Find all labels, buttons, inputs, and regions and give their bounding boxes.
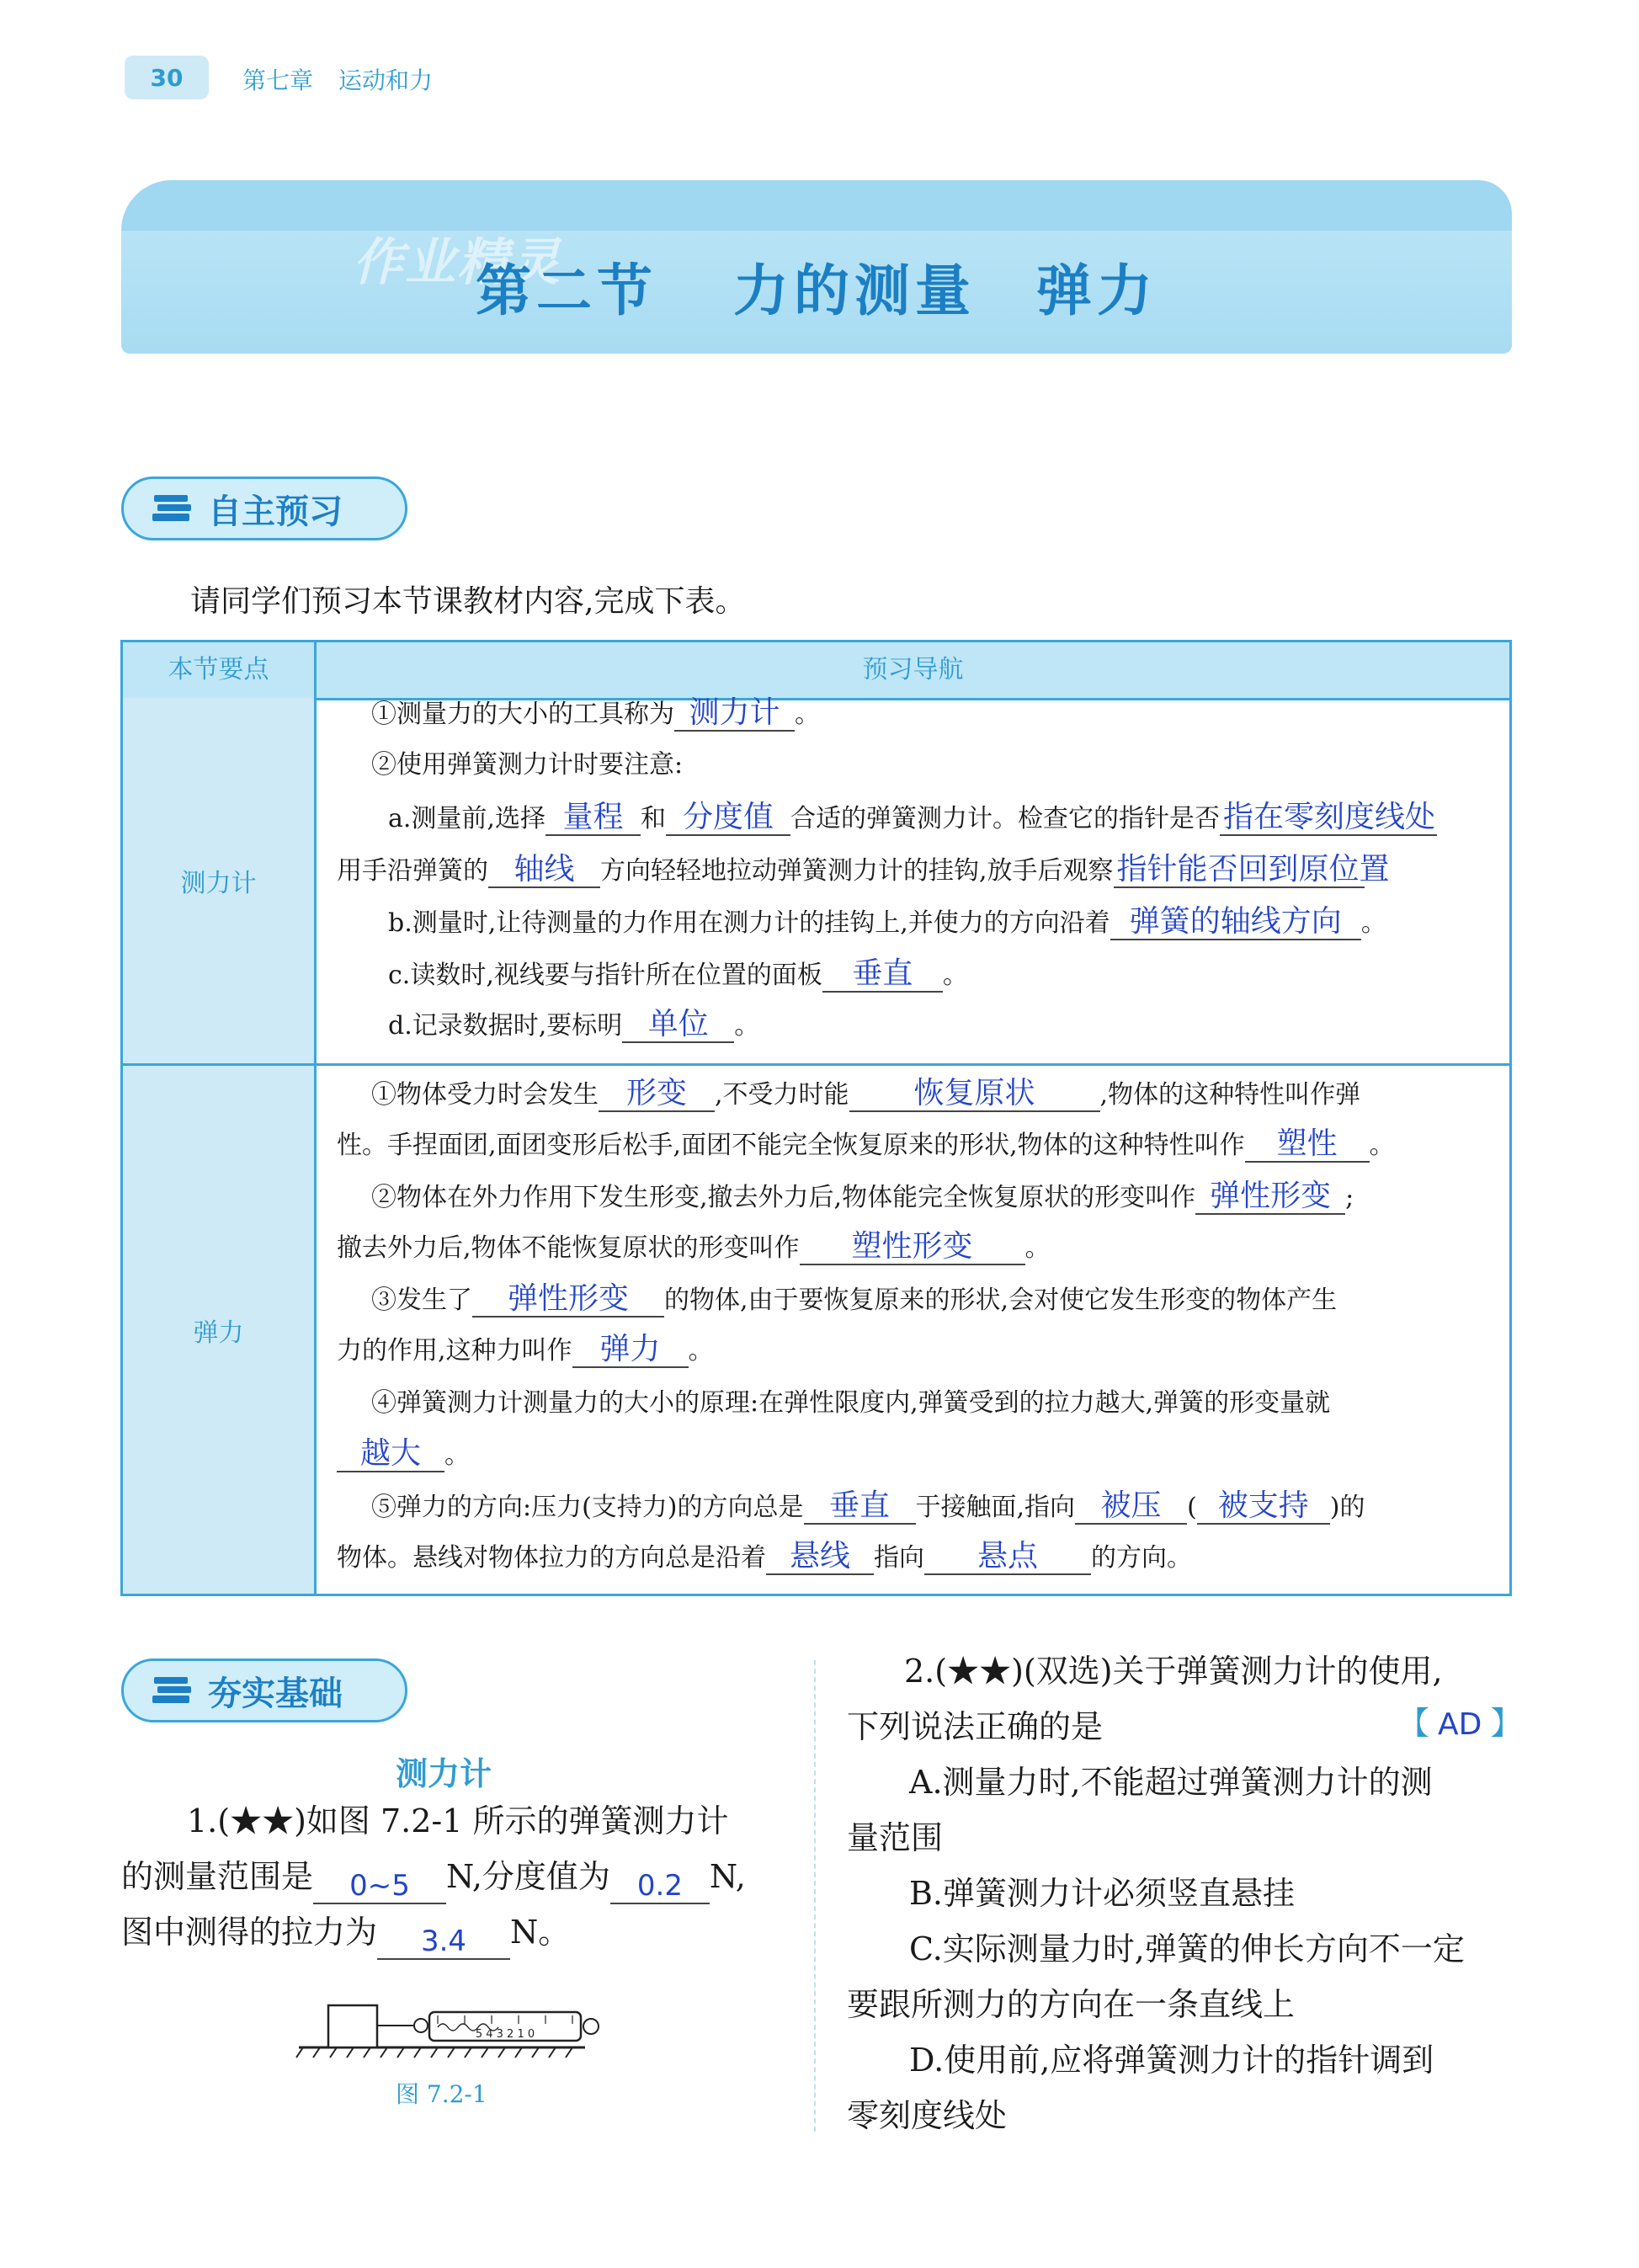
q2-option-c-cont: 要跟所测力的方向在一条直线上 [847,1986,1296,2023]
text: d.记录数据时,要标明 [388,1011,623,1041]
text: ①物体受力时会发生 [371,1080,599,1110]
basics-section-pill [121,1658,407,1722]
col-key-points-header: 本节要点 [123,642,317,698]
row-divider [123,1063,1509,1066]
answer-blank: 悬点 [924,1540,1091,1575]
q2-option-d-cont: 零刻度线处 [847,2097,1008,2134]
page-number: 30 [125,56,209,99]
answer-blank: 弹性形变 [472,1282,664,1318]
answer-blank: 轴线 [488,853,600,888]
preview-intro: 请同学们预习本节课教材内容,完成下表。 [190,584,746,619]
text: 的物体,由于要恢复原来的形状,会对使它发生形变的物体产生 [664,1286,1338,1315]
row-label-dynamometer: 测力计 [123,698,317,1063]
text: 力的作用,这种力叫作 [337,1336,572,1366]
r2-line-7: ④弹簧测力计测量力的大小的原理:在弹性限度内,弹簧受到的拉力越大,弹簧的形变量就 [371,1388,1331,1418]
text: 。 [688,1336,714,1366]
books-icon [151,1674,196,1707]
text: 的方向。 [1091,1543,1192,1573]
text: 和 [640,804,666,833]
text: 用手沿弹簧的 [337,856,488,886]
q2-answer: AD [1438,1707,1482,1742]
text: )的 [1329,1493,1365,1522]
answer-blank: 指针能否回到原位置 [1114,853,1365,888]
text: ; [1345,1183,1354,1212]
answer-blank: 弹力 [572,1333,689,1368]
text: 。 [1360,908,1386,938]
text: 。 [1024,1233,1051,1263]
text: N。 [510,1914,571,1951]
q2-line-2: 下列说法正确的是 [847,1708,1104,1745]
text: ③发生了 [371,1286,472,1315]
r2-line-1 [371,1077,1360,1112]
text: 物体。悬线对物体拉力的方向总是沿着 [337,1543,766,1573]
answer-blank: 塑性形变 [800,1230,1025,1265]
answer-blank: 量程 [545,801,641,836]
r2-line-6 [337,1333,714,1368]
table-header-row [123,642,1509,700]
q2-answer-bracket [1397,1697,1522,1744]
r2-line-2 [337,1127,1395,1163]
section-title-banner [121,180,1512,354]
text: 。 [444,1440,470,1470]
text: 撤去外力后,物体不能恢复原状的形变叫作 [337,1233,800,1263]
text: 于接触面,指向 [915,1493,1076,1522]
r1-line-7 [388,1008,759,1043]
chapter-number: 第七章 [242,67,314,94]
q2-option-a: A.测量力时,不能超过弹簧测力计的测 [909,1764,1433,1801]
answer-blank: 0~5 [313,1869,446,1904]
text: a.测量前,选择 [388,804,545,833]
answer-blank: 形变 [599,1077,715,1112]
r2-line-5 [371,1282,1337,1318]
topic-subtitle: 测力计 [396,1755,492,1792]
answer-blank: 指在零刻度线处 [1220,801,1437,836]
text: ,不受力时能 [715,1080,849,1110]
text: c.读数时,视线要与指针所在位置的面板 [388,961,822,990]
q2-option-a-cont: 量范围 [847,1819,944,1856]
q1-line-3 [121,1904,570,1960]
answer-blank: 悬线 [766,1540,874,1575]
text: ⑤弹力的方向:压力(支持力)的方向总是 [371,1493,804,1522]
text: 方向轻轻地拉动弹簧测力计的挂钩,放手后观察 [600,856,1114,886]
chapter-title: 运动和力 [338,67,434,94]
answer-blank: 3.4 [377,1925,510,1960]
text: 的测量范围是 [121,1858,314,1895]
chapter-heading [242,62,458,96]
r1-line-6 [388,957,968,993]
q2-option-c: C.实际测量力时,弹簧的伸长方向不一定 [909,1930,1465,1967]
q2-option-d: D.使用前,应将弹簧测力计的指针调到 [909,2042,1434,2079]
scale-numbers: 5 4 3 2 1 0 [475,2028,535,2041]
r1-line-4 [337,852,1390,888]
bracket-open: 【 [1397,1705,1430,1742]
col-guide-header: 预习导航 [862,655,964,684]
basics-pill-label: 夯实基础 [208,1674,343,1713]
preview-section-pill [121,476,407,540]
r2-line-3 [371,1179,1354,1215]
answer-blank: 被支持 [1197,1489,1330,1525]
answer-blank: 垂直 [822,957,943,993]
r1-line-1 [371,696,820,732]
answer-blank: 测力计 [674,696,795,732]
books-icon [151,492,196,525]
text: N,分度值为 [446,1858,610,1895]
r2-line-8 [337,1437,470,1472]
spring-scale-figure [295,1987,615,2063]
text: ①测量力的大小的工具称为 [371,700,674,729]
answer-blank: 越大 [337,1437,444,1472]
bracket-close: 】 [1490,1705,1523,1742]
text: N, [709,1858,746,1895]
text: 性。手捏面团,面团变形后松手,面团不能完全恢复原来的形状,物体的这种特性叫作 [337,1131,1245,1160]
answer-blank: 分度值 [666,801,790,836]
answer-blank: 弹簧的轴线方向 [1110,905,1361,940]
column-separator [814,1660,816,2132]
banner-top-stripe [121,180,1512,231]
r2-line-10 [337,1540,1192,1575]
preview-table [120,640,1512,1596]
text: 图中测得的拉力为 [121,1914,378,1951]
r2-line-4 [337,1230,1051,1265]
answer-blank: 被压 [1075,1489,1187,1525]
row-label-elastic-force: 弹力 [123,1066,317,1594]
text: 指向 [874,1543,924,1573]
text: 。 [734,1011,760,1041]
q1-line-2 [121,1849,746,1904]
answer-blank: 塑性 [1245,1127,1370,1163]
watermark-text: 作业精灵 [353,233,561,292]
q2-option-b: B.弹簧测力计必须竖直悬挂 [909,1875,1296,1912]
text: ,物体的这种特性叫作弹 [1099,1080,1361,1110]
section-name: 力的测量 弹力 [733,258,1157,323]
q2-line-1: 2.(★★)(双选)关于弹簧测力计的使用, [904,1653,1443,1690]
answer-blank: 0.2 [610,1869,710,1904]
text: 。 [795,700,820,729]
text: 合适的弹簧测力计。检查它的指针是否 [790,804,1220,833]
answer-blank: 弹性形变 [1195,1179,1345,1215]
text: b.测量时,让待测量的力作用在测力计的挂钩上,并使力的方向沿着 [388,908,1110,938]
text: ②物体在外力作用下发生形变,撤去外力后,物体能完全恢复原状的形变叫作 [371,1183,1196,1212]
answer-blank: 恢复原状 [849,1077,1100,1112]
answer-blank: 单位 [622,1008,734,1043]
figure-caption: 图 7.2-1 [396,2080,487,2108]
text: 。 [1369,1131,1395,1160]
preview-pill-label: 自主预习 [208,492,343,531]
r2-line-9 [371,1489,1365,1525]
text: 。 [942,961,968,990]
r1-line-3 [388,801,1437,836]
q1-line-1: 1.(★★)如图 7.2-1 所示的弹簧测力计 [187,1802,729,1839]
r1-line-2: ②使用弹簧测力计时要注意: [371,750,684,780]
section-number: 第二节 [476,258,657,323]
text: ( [1187,1493,1197,1522]
section-title [121,246,1512,326]
answer-blank: 垂直 [804,1489,916,1525]
r1-line-5 [388,905,1386,940]
